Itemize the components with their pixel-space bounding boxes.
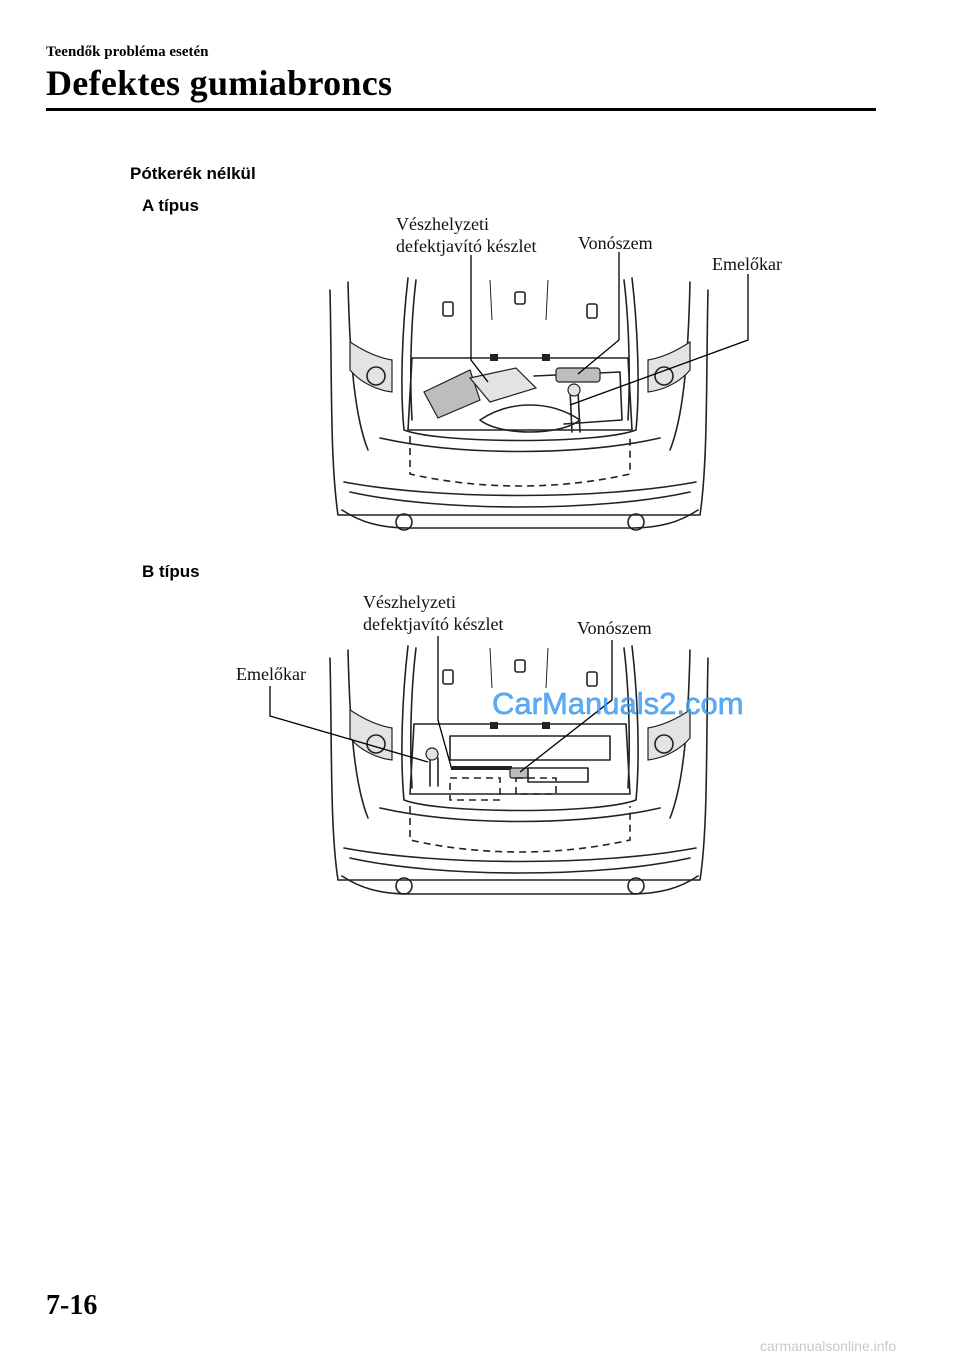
figure-a-type-label: A típus: [142, 196, 199, 215]
figure-a-callout-kit-line1: Vészhelyzeti: [396, 214, 489, 234]
figure-a-callout-towing-eye: Vonószem: [578, 233, 653, 253]
figure-b-callout-jack-handle: Emelőkar: [236, 664, 306, 684]
figure-a-callout-kit-line2: defektjavító készlet: [396, 236, 537, 256]
overlay-watermark: CarManuals2.com: [492, 686, 744, 721]
corner-watermark: carmanualsonline.info: [760, 1338, 897, 1354]
figure-b-callout-towing-eye: Vonószem: [577, 618, 652, 638]
figure-b-callout-kit-line2: defektjavító készlet: [363, 614, 504, 634]
section-heading: Pótkerék nélkül: [130, 164, 256, 183]
page-number: 7-16: [46, 1290, 98, 1321]
section-label: Teendők probléma esetén: [46, 44, 209, 60]
figure-a-callout-jack-handle: Emelőkar: [712, 254, 782, 274]
page-title: Defektes gumiabroncs: [46, 63, 393, 103]
figure-b-callout-kit-line1: Vészhelyzeti: [363, 592, 456, 612]
figure-b-type-label: B típus: [142, 562, 200, 581]
